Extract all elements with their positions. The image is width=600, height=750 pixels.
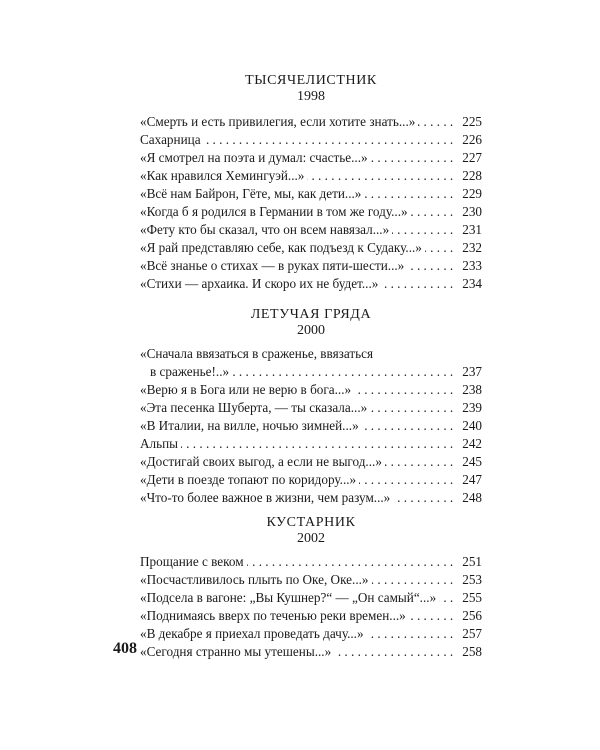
- toc-entry[interactable]: [140, 167, 482, 185]
- toc-entry[interactable]: [140, 625, 482, 643]
- toc-list: [140, 553, 482, 661]
- toc-entry-title: «Подсела в вагоне: „Вы Кушнер?“ — „Он самый“...»: [140, 590, 439, 605]
- toc-entry-title: «Когда б я родился в Германии в том же году...»: [140, 204, 411, 219]
- toc-entry[interactable]: [140, 239, 482, 257]
- toc-entry-title: «Верю я в Бога или не верю в бога...»: [140, 382, 354, 397]
- toc-entry-title: «В Италии, на вилле, ночью зимней...»: [140, 418, 362, 433]
- toc-entry-page: 245: [458, 453, 482, 471]
- toc-entry-title: «Дети в поезде топают по коридору...»: [140, 472, 359, 487]
- toc-entry[interactable]: [140, 185, 482, 203]
- toc-entry-title: «Поднимаясь вверх по теченью реки времен...»: [140, 608, 409, 623]
- toc-entry-page: 225: [458, 113, 482, 131]
- toc-entry-title: «Посчастливилось плыть по Оке, Оке...»: [140, 572, 372, 587]
- toc-list: [140, 345, 482, 507]
- toc-entry[interactable]: [140, 643, 482, 661]
- toc-entry[interactable]: [140, 399, 482, 417]
- toc-entry-page: 232: [458, 239, 482, 257]
- toc-entry-page: 257: [458, 625, 482, 643]
- toc-entry[interactable]: [140, 571, 482, 589]
- toc-entry[interactable]: [140, 113, 482, 131]
- toc-entry-page: 253: [458, 571, 482, 589]
- toc-entry-title: «Всё знанье о стихах — в руках пяти-шести...»: [140, 258, 407, 273]
- toc-entry-page: 242: [458, 435, 482, 453]
- section-year: 2000: [297, 323, 325, 338]
- toc-entry-title: «Сегодня странно мы утешены...»: [140, 644, 334, 659]
- toc-entry-page: 256: [458, 607, 482, 625]
- toc-entry-title: Сахарница: [140, 132, 204, 147]
- toc-entry-title: «Смерть и есть привилегия, если хотите знать...»: [140, 114, 418, 129]
- toc-entry-title: «Я рай представляю себе, как подъезд к Судаку...»: [140, 240, 425, 255]
- toc-entry-page: 227: [458, 149, 482, 167]
- toc-entry-title: «Я смотрел на поэта и думал: счастье...»: [140, 150, 371, 165]
- toc-entry-page: 231: [458, 221, 482, 239]
- toc-entry-title: «Как нравился Хемингуэй...»: [140, 168, 307, 183]
- toc-entry[interactable]: [140, 203, 482, 221]
- toc-entry[interactable]: [140, 589, 482, 607]
- toc-list: [140, 113, 482, 293]
- toc-entry[interactable]: [140, 221, 482, 239]
- section-title: ЛЕТУЧАЯ ГРЯДА: [250, 307, 372, 322]
- toc-entry-page: 229: [458, 185, 482, 203]
- page-number: 408: [113, 640, 137, 657]
- toc-entry[interactable]: [140, 131, 482, 149]
- toc-entry-page: 247: [458, 471, 482, 489]
- toc-entry[interactable]: [140, 453, 482, 471]
- toc-entry-page: 239: [458, 399, 482, 417]
- toc-entry[interactable]: [140, 275, 482, 293]
- toc-entry-title: «Достигай своих выгод, а если не выгод...»: [140, 454, 385, 469]
- toc-entry[interactable]: [140, 607, 482, 625]
- toc-entry[interactable]: [140, 149, 482, 167]
- toc-entry[interactable]: [140, 363, 482, 381]
- toc-entry-page: 234: [458, 275, 482, 293]
- section-title: КУСТАРНИК: [266, 515, 356, 530]
- section-year: 2002: [297, 531, 325, 546]
- section-year: 1998: [297, 89, 325, 104]
- toc-section-2002: [140, 515, 482, 661]
- toc-entry[interactable]: [140, 553, 482, 571]
- toc-entry[interactable]: [140, 417, 482, 435]
- toc-entry-title: «Эта песенка Шуберта, — ты сказала...»: [140, 400, 370, 415]
- toc-entry-title: «Стихи — архаика. И скоро их не будет...»: [140, 276, 381, 291]
- toc-entry[interactable]: [140, 381, 482, 399]
- toc-entry-page: 251: [458, 553, 482, 571]
- toc-entry-page: 248: [458, 489, 482, 507]
- toc-entry-line[interactable]: [140, 345, 482, 363]
- toc-entry-title: Альпы: [140, 436, 181, 451]
- toc-entry-page: 237: [458, 363, 482, 381]
- toc-entry-page: 238: [458, 381, 482, 399]
- toc-entry-page: 255: [458, 589, 482, 607]
- toc-entry-page: 228: [458, 167, 482, 185]
- toc-entry-page: 230: [458, 203, 482, 221]
- toc-section-2000: [140, 307, 482, 507]
- toc-entry-title: «Фету кто бы сказал, что он всем навязал...»: [140, 222, 392, 237]
- toc-entry-title: «Что-то более важное в жизни, чем разум...»: [140, 490, 393, 505]
- toc-entry-title: «Всё нам Байрон, Гёте, мы, как дети...»: [140, 186, 364, 201]
- toc-entry-title: Прощание с веком: [140, 554, 247, 569]
- toc-entry-title: «В декабре я приехал проведать дачу...»: [140, 626, 367, 641]
- toc-entry-page: 240: [458, 417, 482, 435]
- section-title: ТЫСЯЧЕЛИСТНИК: [245, 73, 377, 88]
- toc-entry-page: 258: [458, 643, 482, 661]
- toc-entry-title: в сраженье!..»: [140, 364, 232, 379]
- toc-entry[interactable]: [140, 471, 482, 489]
- toc-section-1998: [140, 73, 482, 293]
- toc-entry-page: 233: [458, 257, 482, 275]
- toc-entry[interactable]: [140, 489, 482, 507]
- toc-entry[interactable]: [140, 435, 482, 453]
- toc-entry-page: 226: [458, 131, 482, 149]
- toc-entry-title-line1: «Сначала ввязаться в сраженье, ввязаться: [140, 346, 376, 361]
- toc-entry[interactable]: [140, 257, 482, 275]
